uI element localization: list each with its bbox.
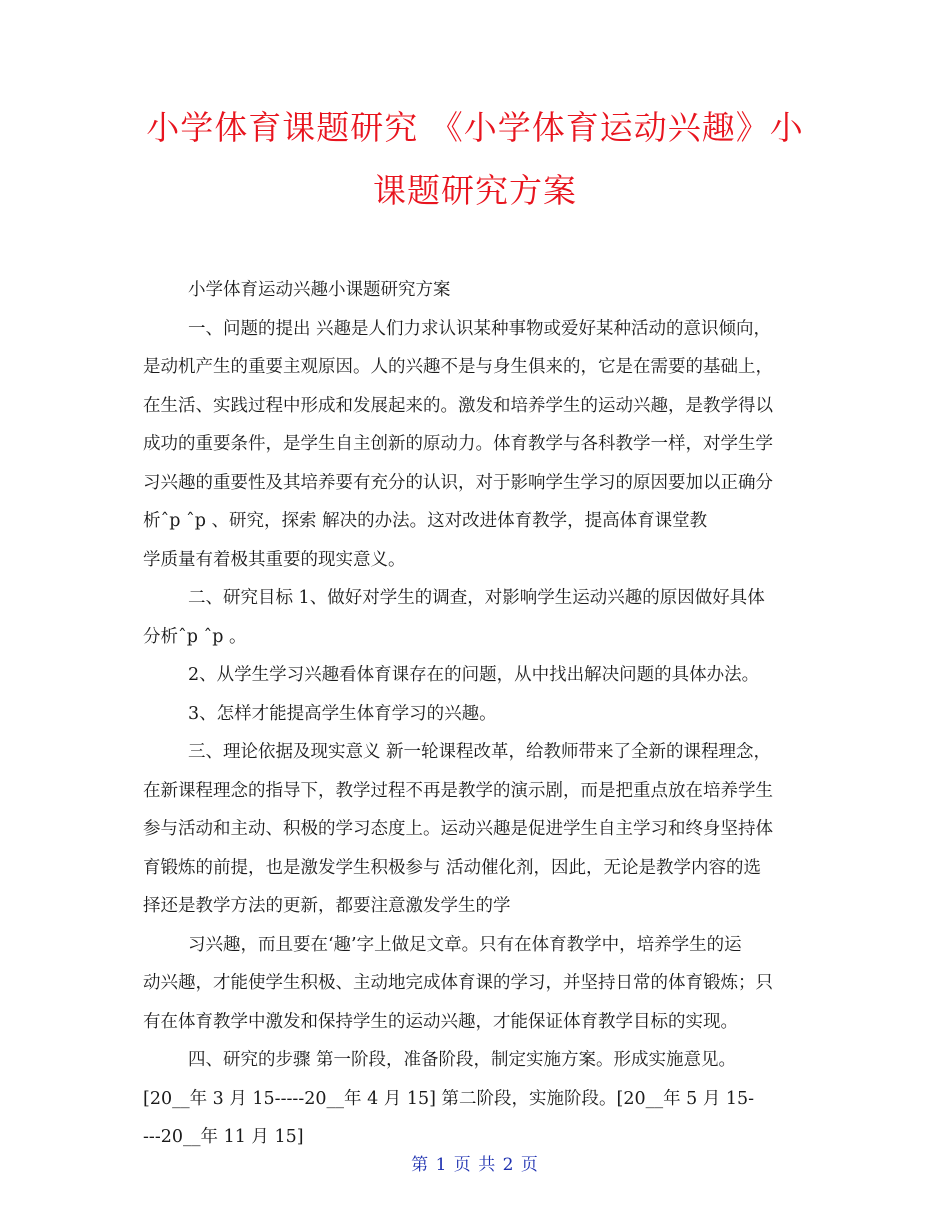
body-line: 三、理论依据及现实意义 新一轮课程改革，给教师带来了全新的课程理念，: [188, 742, 772, 762]
document-body: [143, 271, 811, 1157]
title-line-1: 小学体育课题研究 《小学体育运动兴趣》小: [146, 108, 804, 147]
body-line: 学质量有着极其重要的现实意义。: [143, 549, 406, 570]
body-line: [20__年 3 月 15-----20__年 4 月 15] 第二阶段，实施阶段。[20__年 5 月 15-: [143, 1088, 755, 1109]
body-line: 析ˆp ˆp 、研究，探索 解决的办法。这对改进体育教学，提高体育课堂教: [143, 511, 708, 531]
body-line: 育锻炼的前提，也是激发学生积极参与 活动催化剂，因此，无论是教学内容的选: [143, 857, 762, 878]
body-line: 3、怎样才能提高学生体育学习的兴趣。: [188, 703, 497, 724]
body-line: 小学体育运动兴趣小课题研究方案: [188, 280, 451, 300]
body-line: 动兴趣，才能使学生积极、主动地完成体育课的学习，并坚持日常的体育锻炼；只: [143, 973, 773, 993]
body-line: 是动机产生的重要主观原因。人的兴趣不是与身生俱来的，它是在需要的基础上，: [143, 357, 773, 377]
body-line: 2、从学生学习兴趣看体育课存在的问题，从中找出解决问题的具体办法。: [188, 665, 760, 685]
title-line-2: 课题研究方案: [373, 171, 577, 210]
body-line: 择还是教学方法的更新，都要注意激发学生的学: [143, 896, 511, 916]
body-line: 在生活、实践过程中形成和发展起来的。激发和培养学生的运动兴趣，是教学得以: [143, 395, 773, 416]
body-line: ---20__年 11 月 15]: [143, 1127, 304, 1147]
body-line: 一、问题的提出 兴趣是人们力求认识某种事物或爱好某种活动的意识倾向，: [188, 318, 772, 339]
body-line: 在新课程理念的指导下，教学过程不再是教学的演示剧，而是把重点放在培养学生: [143, 780, 773, 801]
body-line: 二、研究目标 1、做好对学生的调查，对影响学生运动兴趣的原因做好具体: [188, 588, 765, 608]
body-line: 习兴趣的重要性及其培养要有充分的认识，对于影响学生学习的原因要加以正确分: [143, 472, 773, 493]
body-line: 分析ˆp ˆp 。: [143, 626, 247, 647]
body-line: 参与活动和主动、积极的学习态度上。运动兴趣是促进学生自主学习和终身坚持体: [143, 819, 773, 839]
body-line: 习兴趣，而且要在‘趣’字上做足文章。只有在体育教学中，培养学生的运: [188, 934, 742, 955]
body-line: 成功的重要条件，是学生自主创新的原动力。体育教学与各科教学一样，对学生学: [143, 434, 773, 454]
document-title: [120, 96, 830, 222]
body-line: 四、研究的步骤 第一阶段，准备阶段，制定实施方案。形成实施意见。: [188, 1050, 737, 1070]
body-line: 有在体育教学中激发和保持学生的运动兴趣，才能保证体育教学目标的实现。: [143, 1011, 738, 1032]
page-footer: 第 1 页 共 2 页: [411, 1155, 539, 1175]
